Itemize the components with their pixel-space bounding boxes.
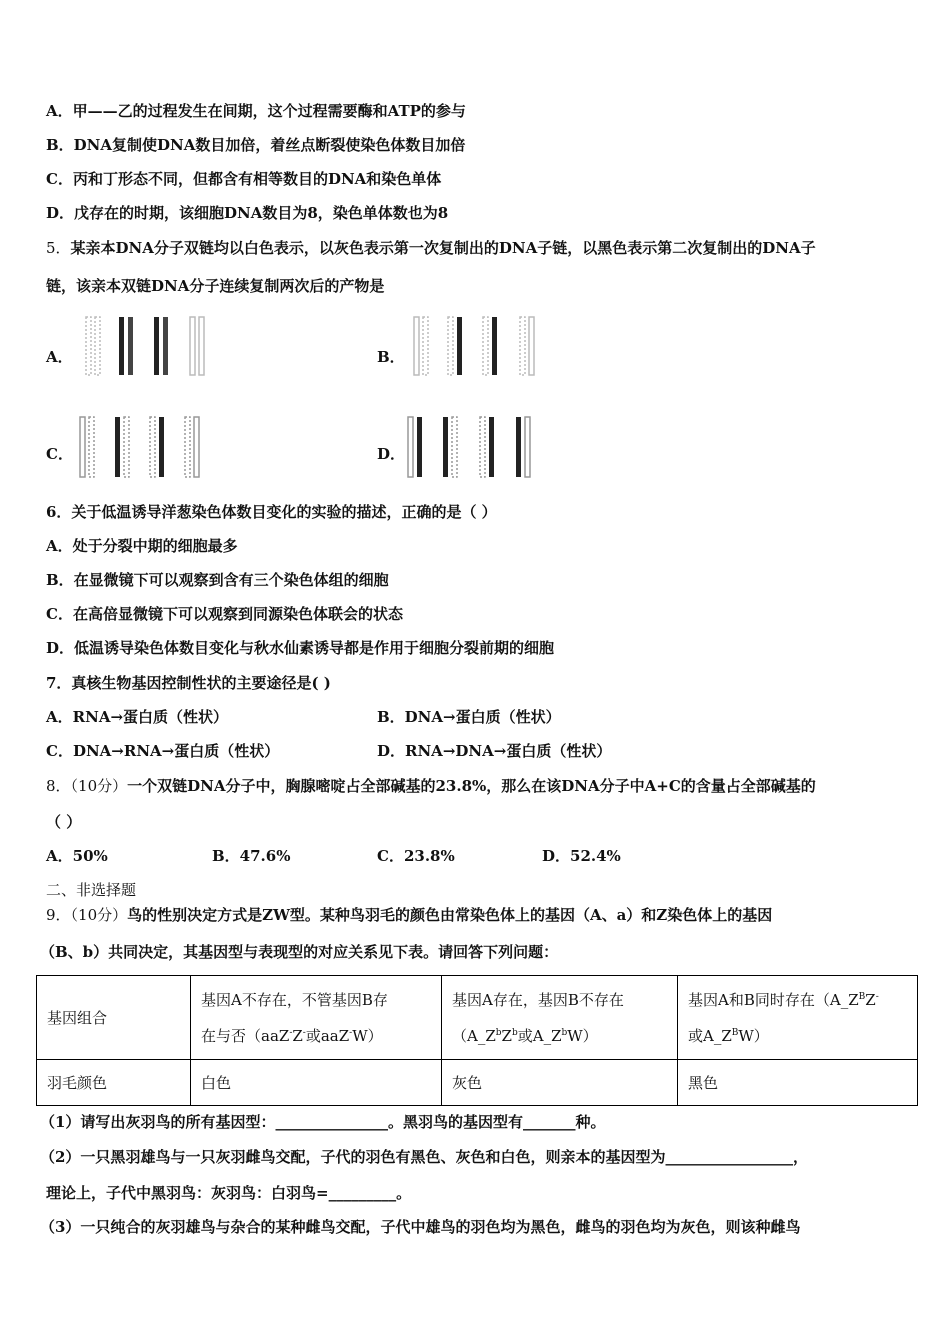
q9-stem-line1 bbox=[46, 905, 772, 925]
cell-text-genotype: （$A\_Z^bZ^b$或$A\_Z^bW$） bbox=[452, 1026, 598, 1045]
section-heading: 二、非选择题 bbox=[46, 881, 137, 899]
table-row bbox=[37, 976, 918, 1060]
q9-sub1: （1）请写出灰羽鸟的所有基因型：_______________。黑羽鸟的基因型有_______种。 bbox=[40, 1113, 606, 1131]
q9-stem-text: 鸟的性别决定方式是ZW型。某种鸟羽毛的颜色由常染色体上的基因（A、a）和Z染色体上的基因 bbox=[127, 906, 773, 924]
q5-label-b: B． bbox=[377, 348, 405, 366]
q8-paren: （ ） bbox=[46, 813, 82, 831]
q5-stem-line1 bbox=[46, 238, 816, 258]
table-header-gene-combo: 基因组合 bbox=[37, 976, 191, 1060]
q5-stem-text: 某亲本DNA分子双链均以白色表示，以灰色表示第一次复制出的DNA子链，以黑色表示第二次复制出的DNA子 bbox=[70, 239, 816, 257]
q4-option-a: A．甲——乙的过程发生在间期，这个过程需要酶和ATP的参与 bbox=[46, 102, 466, 120]
cell-text-genotype: 基因A和B同时存在（$A\_Z^BZ^-$ bbox=[688, 990, 879, 1009]
table-cell-white: 白色 bbox=[191, 1060, 442, 1106]
q7-option-b: B．DNA→蛋白质（性状） bbox=[377, 708, 561, 726]
q9-sub2-line2: 理论上，子代中黑羽鸟：灰羽鸟：白羽鸟=_________。 bbox=[46, 1184, 412, 1202]
table-row bbox=[37, 1060, 918, 1106]
table-cell-black: 黑色 bbox=[678, 1060, 918, 1106]
table-cell-a-and-b bbox=[678, 976, 918, 1060]
q5-label-a: A． bbox=[46, 348, 73, 366]
table-cell-gray: 灰色 bbox=[442, 1060, 678, 1106]
q5-label-c: C． bbox=[46, 445, 73, 463]
q8-number: 8．（10分） bbox=[46, 777, 128, 795]
table-cell-no-a bbox=[191, 976, 442, 1060]
cell-text-genotype: 或$A\_Z^BW$） bbox=[688, 1026, 769, 1045]
q5-label-d: D． bbox=[377, 445, 406, 463]
q6-stem: 6．关于低温诱导洋葱染色体数目变化的实验的描述，正确的是（ ） bbox=[46, 503, 497, 521]
q5-option-c-dna-image bbox=[76, 414, 212, 480]
q8-stem bbox=[46, 776, 816, 796]
q9-sub3: （3）一只纯合的灰羽雄鸟与杂合的某种雌鸟交配，子代中雄鸟的羽色均为黑色，雌鸟的羽色均为灰色，则该种雌鸟 bbox=[40, 1218, 801, 1236]
q8-option-c: C．23.8% bbox=[377, 847, 455, 865]
table-cell-a-no-b bbox=[442, 976, 678, 1060]
q6-option-b: B．在显微镜下可以观察到含有三个染色体组的细胞 bbox=[46, 571, 389, 589]
q4-option-d: D．戊存在的时期，该细胞DNA数目为8，染色单体数也为8 bbox=[46, 204, 449, 222]
q7-option-a: A．RNA→蛋白质（性状） bbox=[46, 708, 229, 726]
q8-option-b: B．47.6% bbox=[212, 847, 291, 865]
q5-option-d-dna-image bbox=[404, 414, 546, 480]
q5-option-a-dna-image bbox=[82, 314, 214, 378]
q7-option-c: C．DNA→RNA→蛋白质（性状） bbox=[46, 742, 280, 760]
genotype-table bbox=[36, 975, 918, 1106]
q4-option-c: C．丙和丁形态不同，但都含有相等数目的DNA和染色单体 bbox=[46, 170, 442, 188]
q8-option-a: A．50% bbox=[46, 847, 108, 865]
q6-option-c: C．在高倍显微镜下可以观察到同源染色体联会的状态 bbox=[46, 605, 403, 623]
q8-stem-text: 一个双链DNA分子中，胸腺嘧啶占全部碱基的23.8%，那么在该DNA分子中A+C的含量占全部碱基的 bbox=[127, 777, 816, 795]
q9-number: 9．（10分） bbox=[46, 906, 128, 924]
cell-text: 基因A存在，基因B不存在 bbox=[452, 990, 624, 1009]
q7-option-d: D．RNA→DNA→蛋白质（性状） bbox=[377, 742, 612, 760]
cell-text-genotype: 在与否（aaZ-Z-或aaZ-W） bbox=[201, 1026, 383, 1045]
q4-option-b: B．DNA复制使DNA数目加倍，着丝点断裂使染色体数目加倍 bbox=[46, 136, 466, 154]
q7-stem: 7．真核生物基因控制性状的主要途径是( ) bbox=[46, 674, 331, 692]
q9-stem-line2: （B、b）共同决定，其基因型与表现型的对应关系见下表。请回答下列问题： bbox=[40, 943, 559, 961]
q5-option-b-dna-image bbox=[410, 314, 550, 378]
q6-option-a: A．处于分裂中期的细胞最多 bbox=[46, 537, 238, 555]
q6-option-d: D．低温诱导染色体数目变化与秋水仙素诱导都是作用于细胞分裂前期的细胞 bbox=[46, 639, 555, 657]
table-header-feather-color: 羽毛颜色 bbox=[37, 1060, 191, 1106]
cell-text: 基因A不存在，不管基因B存 bbox=[201, 990, 388, 1009]
q5-stem-line2: 链，该亲本双链DNA分子连续复制两次后的产物是 bbox=[46, 277, 385, 295]
q8-option-d: D．52.4% bbox=[542, 847, 621, 865]
q9-sub2-line1: （2）一只黑羽雄鸟与一只灰羽雌鸟交配，子代的羽色有黑色、灰色和白色，则亲本的基因型为_________________， bbox=[40, 1148, 808, 1166]
q5-number: 5． bbox=[46, 239, 71, 257]
